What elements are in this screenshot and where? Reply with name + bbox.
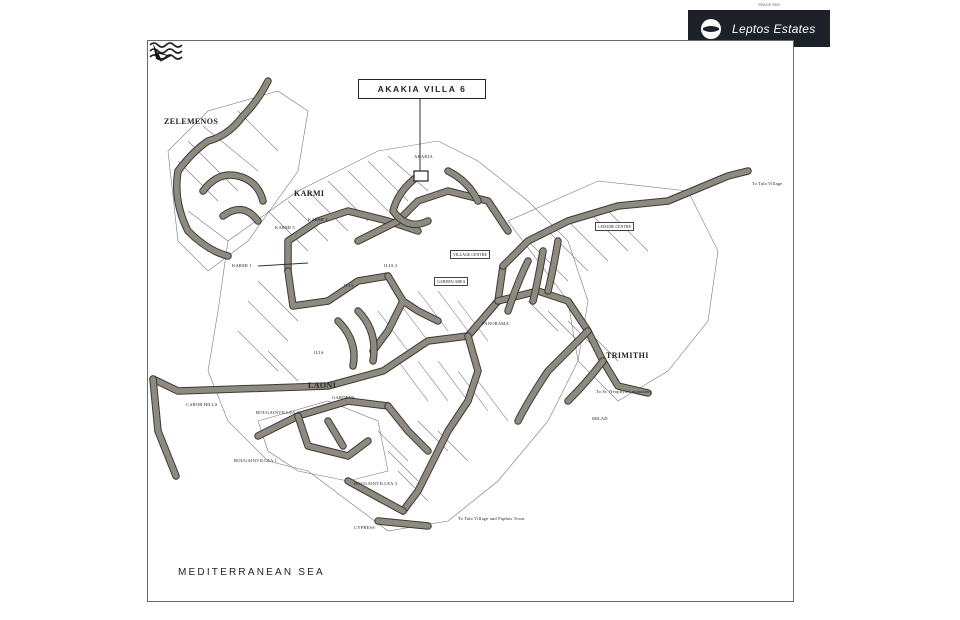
akakia-villa-marker[interactable] — [414, 171, 428, 181]
sub-area-karmi-2: KARMI 2 — [308, 217, 328, 222]
destination-tala-paphos: To Tala Village and Paphos Town — [458, 516, 525, 521]
sub-area-karmi-3: KARMI 3 — [275, 225, 295, 230]
akakia-villa-callout[interactable]: AKAKIA VILLA 6 — [358, 79, 486, 99]
site-map — [147, 40, 794, 602]
sub-area-milad: MILAD — [592, 416, 608, 421]
sea-label: MEDITERRANEAN SEA — [178, 567, 325, 578]
sub-area-akakia: AKAKIA — [414, 154, 433, 159]
village-centre-box: VILLAGE CENTRE — [450, 250, 490, 259]
sub-area-laoni-gardens: GARDENS — [332, 395, 355, 400]
sub-area-cypress: CYPRESS — [354, 525, 375, 530]
sub-area-karmi-1: KARMI 1 — [232, 263, 252, 268]
sub-area-ilia-top: ILIA — [344, 283, 354, 288]
sub-area-panorama: PANORAMA — [482, 321, 509, 326]
north-arrow-icon — [148, 41, 174, 67]
area-karmi: KARMI — [294, 189, 325, 198]
area-zelemenos: ZELEMENOS — [164, 117, 219, 126]
sub-area-carob-hills: CAROB HILLS — [186, 402, 218, 407]
area-laoni: LAONI — [308, 381, 337, 390]
sub-area-bougainvillea-3: BOUGAINVILLEA 3 — [354, 481, 398, 486]
brand-name: Leptos Estates — [732, 21, 816, 36]
sub-area-bougainvillea-1: BOUGAINVILLEA 1 — [234, 458, 278, 463]
scale-note: SPACE PAS — [758, 2, 781, 7]
destination-tala: To Tala Village — [752, 181, 783, 186]
leptos-logo-icon — [700, 18, 722, 40]
sub-area-bougainvillea-2: BOUGAINVILLEA 2 — [256, 410, 300, 415]
leader-lines — [258, 99, 428, 266]
sub-area-ilia: ILIA — [314, 350, 324, 355]
plot-grid-area — [168, 91, 718, 531]
sub-area-ilia-2: ILIA 2 — [384, 263, 398, 268]
leisure-centre-box: LEISURE CENTRE — [595, 222, 634, 231]
garden-area-box: GARDEN AREA — [434, 277, 468, 286]
area-trimithi: TRIMITHI — [606, 351, 649, 360]
destination-monastery: To St. Neophytos monastery — [596, 389, 653, 394]
